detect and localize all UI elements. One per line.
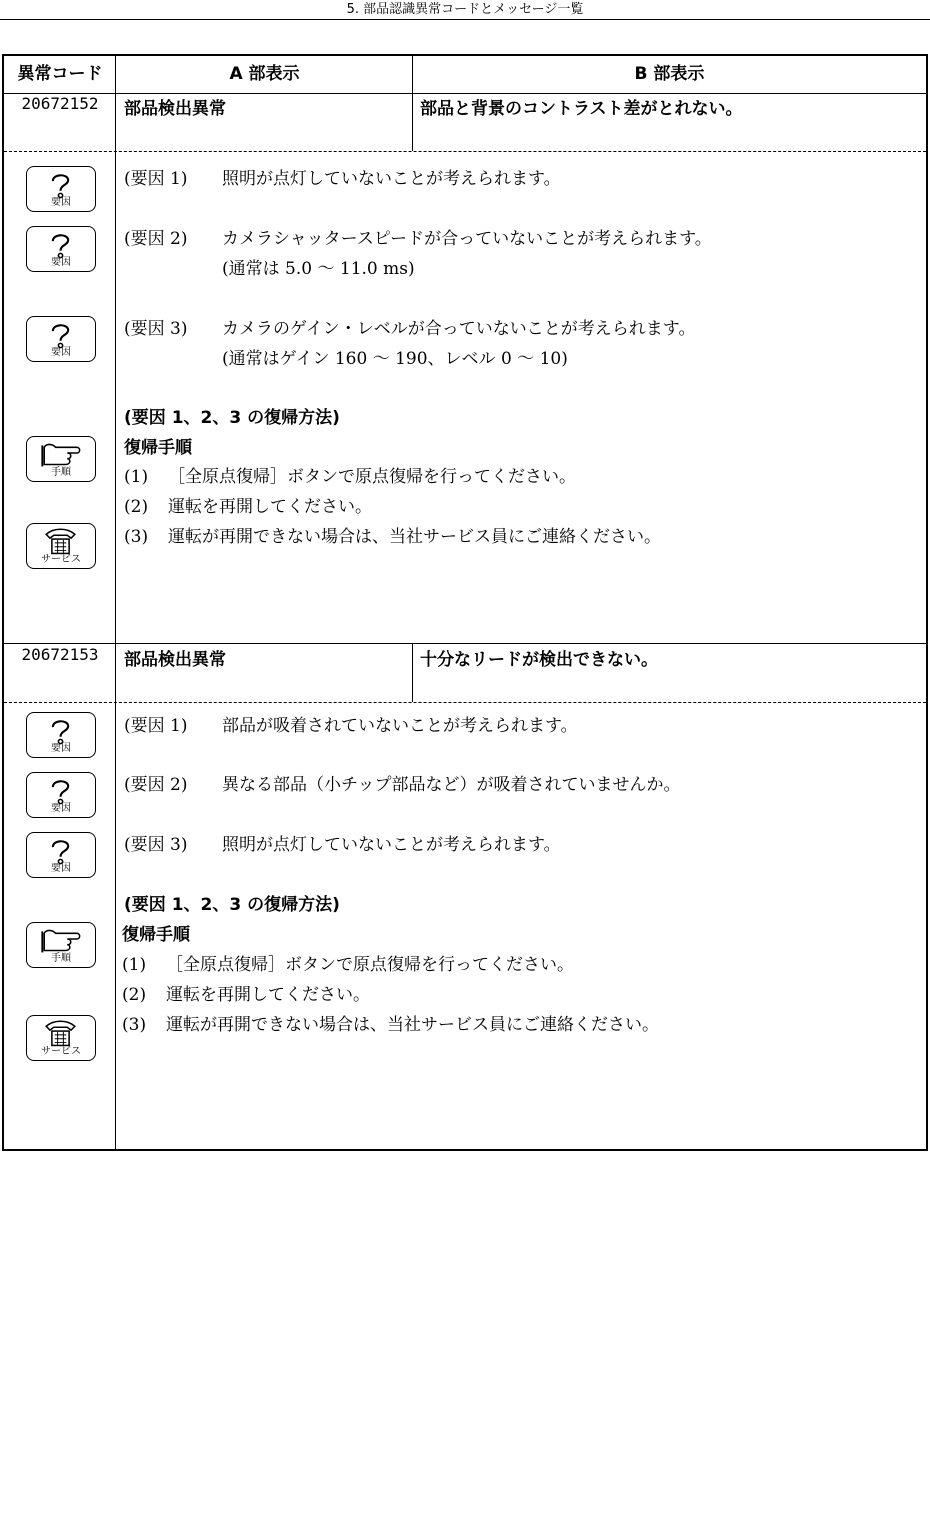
- step-text: 運転が再開できない場合は、当社サービス員にご連絡ください。: [166, 1015, 659, 1035]
- cause-line: [124, 711, 578, 736]
- cause-text: カメラのゲイン・レベルが合っていないことが考えられます。: [222, 319, 696, 339]
- cause-line: [124, 224, 712, 249]
- cause-icon-label: 要因: [51, 803, 71, 814]
- procedure-title: 復帰手順: [124, 438, 192, 458]
- cause-icon-label: 要因: [51, 743, 71, 754]
- step-number: (1): [124, 467, 149, 487]
- procedure-step: [122, 1010, 659, 1035]
- step-text: 運転が再開できない場合は、当社サービス員にご連絡ください。: [168, 527, 661, 547]
- cause-icon-label: 要因: [51, 197, 71, 208]
- cause-icon: [26, 226, 96, 272]
- column-divider: [412, 643, 413, 702]
- procedure-step: [122, 980, 370, 1005]
- error-code: 20672153: [21, 645, 99, 664]
- cause-label: (要因 2): [124, 775, 188, 795]
- cause-icon-label: 要因: [51, 863, 71, 874]
- cause-icon: [26, 712, 96, 758]
- cause-label: (要因 2): [124, 229, 188, 249]
- step-number: (2): [124, 497, 149, 517]
- error-code-table: [2, 54, 928, 1151]
- cause-label: (要因 1): [124, 716, 188, 736]
- b-message: 部品と背景のコントラスト差がとれない。: [420, 99, 743, 119]
- step-number: (3): [124, 527, 149, 547]
- cause-label: (要因 1): [124, 169, 188, 189]
- cause-icon: [26, 832, 96, 878]
- procedure-step: [124, 522, 661, 547]
- cause-icon: [26, 772, 96, 818]
- step-text: ［全原点復帰］ボタンで原点復帰を行ってください。: [166, 955, 574, 975]
- procedure-step: [124, 462, 576, 487]
- procedure-step: [124, 492, 372, 517]
- table-header-row: [4, 56, 926, 94]
- service-icon: [26, 523, 96, 569]
- cause-text: 異なる部品（小チップ部品など）が吸着されていませんか。: [222, 775, 681, 795]
- column-divider: [115, 56, 116, 1151]
- procedure-icon: [26, 922, 96, 968]
- cause-line: [124, 314, 695, 339]
- cause-line: [124, 830, 561, 855]
- step-text: 運転を再開してください。: [168, 497, 372, 517]
- service-icon: [26, 1015, 96, 1061]
- step-number: (2): [122, 985, 147, 1005]
- cause-label: (要因 3): [124, 835, 188, 855]
- a-message: 部品検出異常: [124, 99, 226, 119]
- a-message: 部品検出異常: [124, 650, 226, 670]
- procedure-icon-label: 手順: [51, 467, 71, 478]
- cause-icon: [26, 166, 96, 212]
- section-divider: [4, 151, 926, 152]
- procedure-icon: [26, 436, 96, 482]
- step-number: (3): [122, 1015, 147, 1035]
- b-message: 十分なリードが検出できない。: [420, 650, 658, 670]
- procedure-icon-label: 手順: [51, 953, 71, 964]
- cause-label: (要因 3): [124, 319, 188, 339]
- error-code: 20672152: [21, 94, 99, 113]
- header-a-display: A 部表示: [229, 64, 300, 84]
- step-text: ［全原点復帰］ボタンで原点復帰を行ってください。: [168, 467, 576, 487]
- column-divider: [412, 56, 413, 151]
- page-title: 5. 部品認識異常コードとメッセージ一覧: [346, 2, 584, 17]
- service-icon-label: サービス: [41, 1046, 81, 1057]
- cause-note: (通常は 5.0 ～ 11.0 ms): [222, 259, 415, 279]
- cause-icon-label: 要因: [51, 257, 71, 268]
- section-divider: [4, 702, 926, 703]
- cause-icon-label: 要因: [51, 347, 71, 358]
- procedure-title: 復帰手順: [122, 925, 190, 945]
- cause-text: 部品が吸着されていないことが考えられます。: [222, 716, 578, 736]
- cause-text: 照明が点灯していないことが考えられます。: [222, 169, 561, 189]
- entry-separator: [4, 643, 926, 644]
- cause-line: [124, 164, 561, 189]
- recovery-title: (要因 1、2、3 の復帰方法): [124, 895, 340, 915]
- header-b-display: B 部表示: [634, 64, 705, 84]
- cause-text: 照明が点灯していないことが考えられます。: [222, 835, 561, 855]
- step-text: 運転を再開してください。: [166, 985, 370, 1005]
- recovery-title: (要因 1、2、3 の復帰方法): [124, 408, 340, 428]
- procedure-step: [122, 950, 574, 975]
- cause-line: [124, 770, 681, 795]
- cause-icon: [26, 316, 96, 362]
- header-code: 異常コード: [17, 64, 103, 84]
- page-header: [0, 0, 930, 20]
- cause-text: カメラシャッタースピードが合っていないことが考えられます。: [222, 229, 712, 249]
- step-number: (1): [122, 955, 147, 975]
- cause-note: (通常はゲイン 160 ～ 190、レベル 0 ～ 10): [222, 349, 568, 369]
- service-icon-label: サービス: [41, 554, 81, 565]
